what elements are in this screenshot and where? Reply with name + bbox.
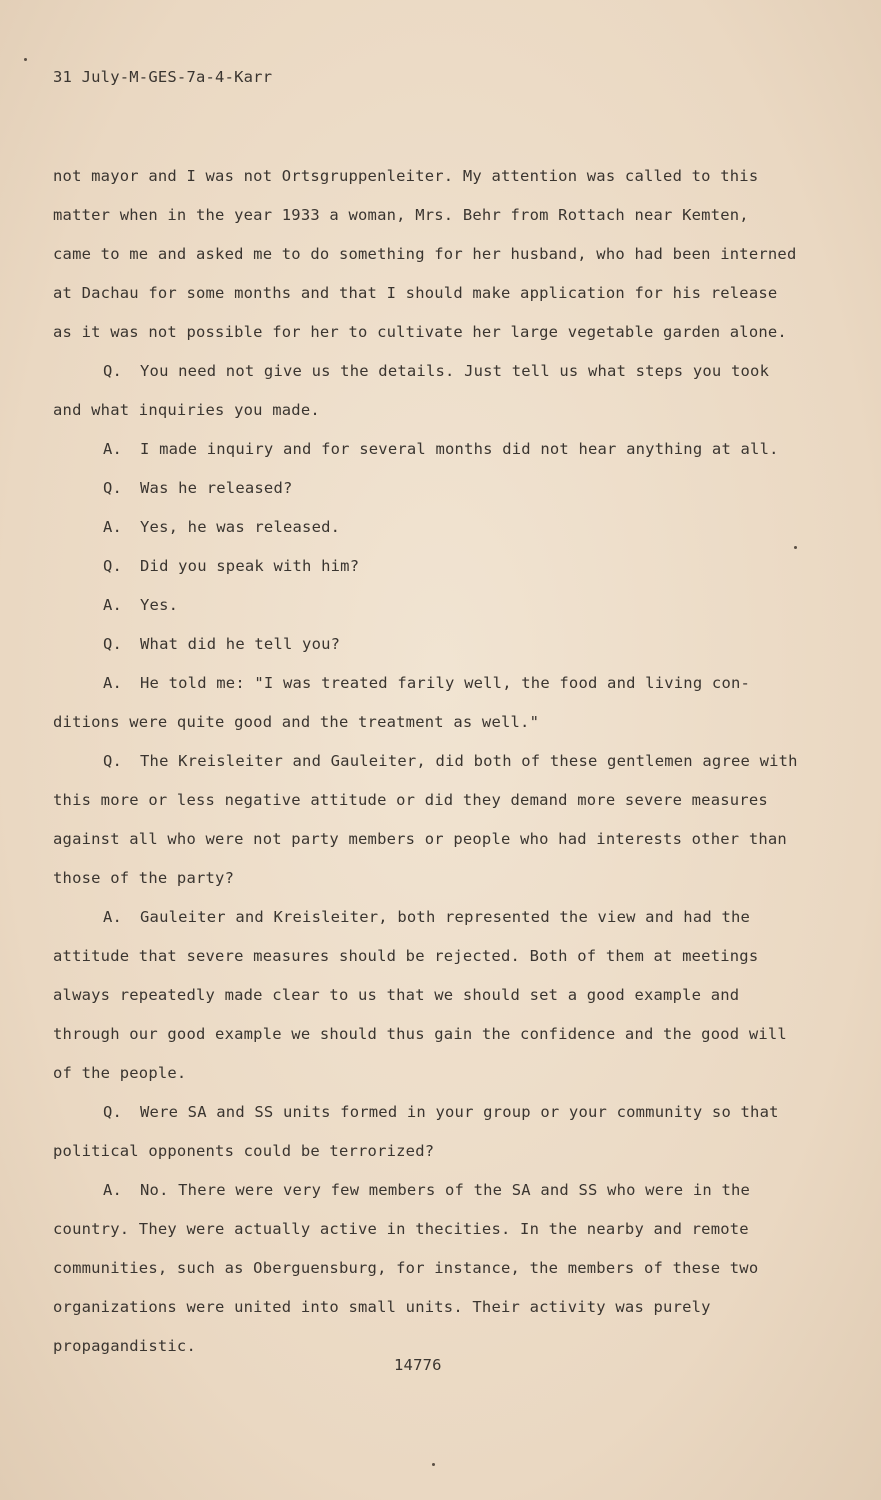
line-text: Yes, he was released. [140,518,341,536]
paper-speck [794,546,797,549]
speaker-label: A. [103,1181,123,1199]
speaker-label: Q. [103,362,123,380]
text-line: not mayor and I was not Ortsgruppenleiter. My attention was called to this [53,167,759,185]
text-line: political opponents could be terrorized? [53,1142,435,1160]
line-text: What did he tell you? [140,635,341,653]
text-line: always repeatedly made clear to us that we should set a good example and [53,986,740,1004]
line-text: Did you speak with him? [140,557,360,575]
speaker-label: Q. [103,557,123,575]
text-line: matter when in the year 1933 a woman, Mrs. Behr from Rottach near Kemten, [53,206,749,224]
speaker-label: A. [103,596,123,614]
text-line: communities, such as Oberguensburg, for instance, the members of these two [53,1259,759,1277]
speaker-label: Q. [103,635,123,653]
question-line [103,752,798,770]
text-line: country. They were actually active in thecities. In the nearby and remote [53,1220,749,1238]
text-line: of the people. [53,1064,187,1082]
text-line: ditions were quite good and the treatment as well." [53,713,540,731]
line-text: Gauleiter and Kreisleiter, both represented the view and had the [140,908,751,926]
text-line: those of the party? [53,869,235,887]
answer-line [103,440,779,458]
page-number: 14776 [394,1356,442,1374]
speaker-label: A. [103,518,123,536]
question-line [103,635,340,653]
answer-line [103,674,750,692]
text-line: at Dachau for some months and that I should make application for his release [53,284,778,302]
text-line: and what inquiries you made. [53,401,320,419]
question-line [103,557,359,575]
text-line: propagandistic. [53,1337,196,1355]
answer-line [103,596,178,614]
question-line [103,479,293,497]
text-line: against all who were not party members or people who had interests other than [53,830,787,848]
speaker-label: A. [103,908,123,926]
line-text: He told me: "I was treated farily well, the food and living con- [140,674,751,692]
speaker-label: A. [103,440,123,458]
answer-line [103,908,750,926]
line-text: Were SA and SS units formed in your group or your community so that [140,1103,779,1121]
line-text: I made inquiry and for several months did not hear anything at all. [140,440,779,458]
answer-line [103,1181,750,1199]
document-header: 31 July-M-GES-7a-4-Karr [53,68,273,86]
line-text: Yes. [140,596,179,614]
paper-speck [432,1463,435,1466]
speaker-label: Q. [103,752,123,770]
line-text: You need not give us the details. Just tell us what steps you took [140,362,770,380]
question-line [103,1103,779,1121]
text-line: came to me and asked me to do something for her husband, who had been interned [53,245,797,263]
text-line: attitude that severe measures should be rejected. Both of them at meetings [53,947,759,965]
speaker-label: A. [103,674,123,692]
text-line: this more or less negative attitude or did they demand more severe measures [53,791,768,809]
text-line: organizations were united into small units. Their activity was purely [53,1298,711,1316]
line-text: Was he released? [140,479,293,497]
paper-speck [24,58,27,61]
question-line [103,362,769,380]
speaker-label: Q. [103,1103,123,1121]
text-line: as it was not possible for her to cultivate her large vegetable garden alone. [53,323,787,341]
answer-line [103,518,340,536]
line-text: The Kreisleiter and Gauleiter, did both of these gentlemen agree with [140,752,798,770]
speaker-label: Q. [103,479,123,497]
text-line: through our good example we should thus gain the confidence and the good will [53,1025,787,1043]
line-text: No. There were very few members of the SA and SS who were in the [140,1181,751,1199]
